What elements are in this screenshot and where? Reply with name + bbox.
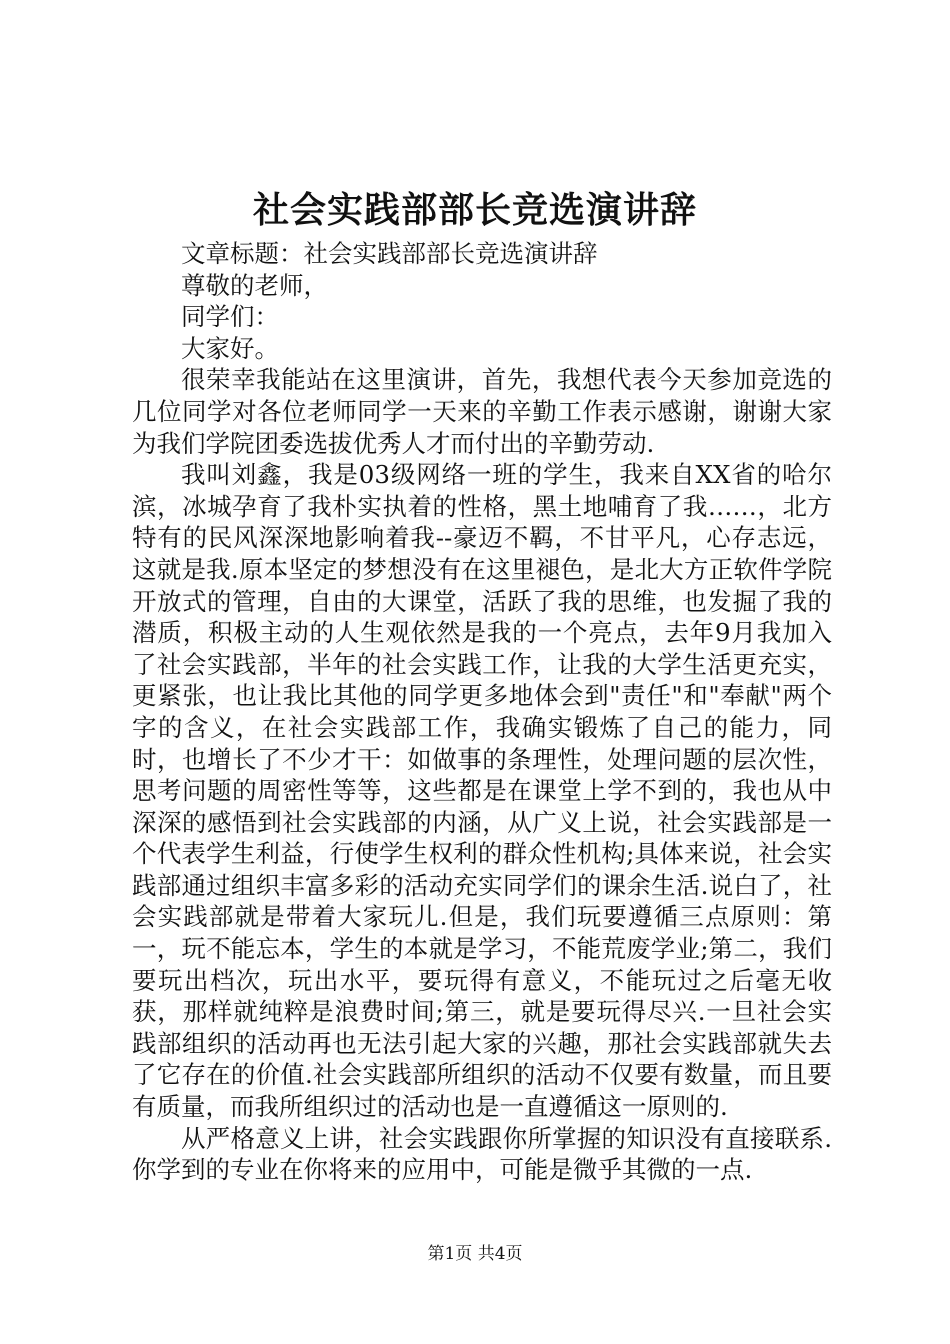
document-body [132,238,832,1186]
paragraph-greeting: 大家好。 [181,333,279,363]
paragraph-article-title: 文章标题：社会实践部部长竞选演讲辞 [181,239,598,268]
paragraph-salutation-teachers: 尊敬的老师， [181,270,328,300]
paragraph-practice: 从严格意义上讲，社会实践跟你所掌握的知识没有直接联系.你学到的专业在你将来的应用中，可能是微乎其微的一点. [132,1123,832,1185]
page-footer: 第1页 共4页 [427,1244,523,1264]
paragraph-intro: 很荣幸我能站在这里演讲，首先，我想代表今天参加竞选的几位同学对各位老师同学一天来的辛勤工作表示感谢，谢谢大家为我们学院团委选拔优秀人才而付出的辛勤劳动. [132,365,832,458]
paragraph-salutation-students: 同学们： [181,302,279,332]
paragraph-self-introduction: 我叫刘鑫，我是03级网络一班的学生，我来自XX省的哈尔滨，冰城孕育了我朴实执着的性格，黑土地哺育了我……，北方特有的民风深深地影响着我--豪迈不羁，不甘平凡，心存志远，这就是我.原本坚定的梦想没有在这里褪色，是北大方正软件学院开放式的管理，自由的大课堂，活跃了我的思维，也发掘了我的潜质，积极主动的人生观依然是我的一个亮点，去年9月我加入了社会实践部，半年的社会实践工作，让我的大学生活更充实，更紧张，也让我比其他的同学更多地体会到"责任"和"奉献"两个字的含义，在社会实践部工作，我确实锻炼了自己的能力，同时，也增长了不少才干：如做事的条理性，处理问题的层次性，思考问题的周密性等等，这些都是在课堂上学不到的，我也从中深深的感悟到社会实践部的内涵，从广义上说，社会实践部是一个代表学生利益，行使学生权利的群众性机构;具体来说，社会实践部通过组织丰富多彩的活动充实同学们的课余生活.说白了，社会实践部就是带着大家玩儿.但是，我们玩要遵循三点原则：第一，玩不能忘本，学生的本就是学习，不能荒废学业;第二，我们要玩出档次，玩出水平，要玩得有意义，不能玩过之后毫无收获，那样就纯粹是浪费时间;第三，就是要玩得尽兴.一旦社会实践部组织的活动再也无法引起大家的兴趣，那社会实践部就失去了它存在的价值.社会实践部所组织的活动不仅要有数量，而且要有质量，而我所组织过的活动也是一直遵循这一原则的. [132,460,832,1122]
document-title: 社会实践部部长竞选演讲辞 [252,189,697,231]
